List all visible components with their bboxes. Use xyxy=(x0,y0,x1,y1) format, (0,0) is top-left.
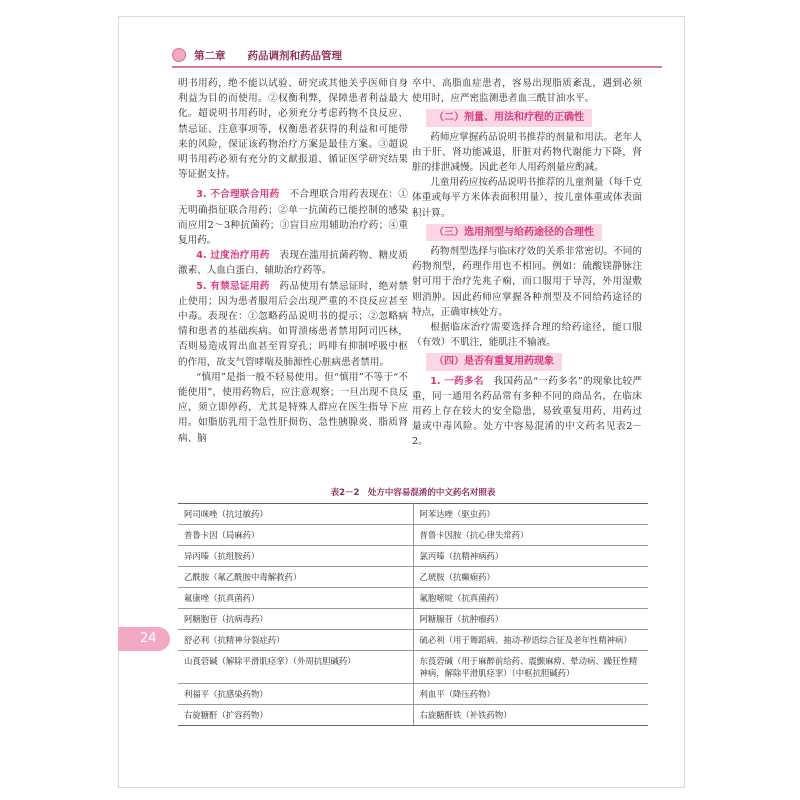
item-heading: 5. 有禁忌证用药 xyxy=(196,280,270,292)
item-text: 表现在滥用抗菌药物、糖皮质激素、人血白蛋白、辅助治疗药等。 xyxy=(178,250,408,277)
paragraph: 药师应掌握药品说明书推荐的剂量和用法。老年人由于肝、肾功能减退，肝脏对药物代谢能力下降，肾脏的排泄减慢。因此老年人用药剂量应酌减。 xyxy=(412,131,642,174)
table-cell: 氟胞嘧啶（抗真菌药） xyxy=(413,588,648,609)
table-cell: 阿糖腺苷（抗肿瘤药） xyxy=(413,609,648,630)
paragraph xyxy=(412,374,642,450)
table-cell: 利福平（抗感染药物） xyxy=(178,684,413,705)
page-number-tab xyxy=(118,627,170,651)
table-cell: 氯丙嗪（抗精神病药） xyxy=(413,546,648,567)
section-heading: （二）剂量、用法和疗程的正确性 xyxy=(426,109,592,126)
right-column xyxy=(412,76,642,450)
table-cell: 舒必利（抗精神分裂症药） xyxy=(178,630,413,651)
running-header xyxy=(172,46,662,64)
paragraph: 明书用药，绝不能以试验、研究或其他关乎医师自身利益为目的而使用。②权衡利弊，保障患者利益最大化。超说明书用药时，必须充分考虑药物不良反应、禁忌证、注意事项等，权衡患者获得的利益和可能带来的风险，保证该药物治疗方案是最佳方案。③超说明书用药必须有充分的文献报道、循证医学研究结果等证据支持。 xyxy=(178,78,408,181)
drug-name-table xyxy=(178,503,648,726)
item-heading: 1. 一药多名 xyxy=(430,375,484,387)
item-text: 不合理联合用药表现在：①无明确指征联合用药；②单一抗菌药已能控制的感染而应用2～3种抗菌药；③盲目应用辅助治疗药；④重复用药。 xyxy=(178,189,408,247)
header-rule xyxy=(172,66,662,68)
table-row xyxy=(178,609,648,630)
table-row xyxy=(178,588,648,609)
table-cell: 普鲁卡因胺（抗心律失常药） xyxy=(413,525,648,546)
table-row xyxy=(178,705,648,726)
table-cell: 乙琥胺（抗癫痫药） xyxy=(413,567,648,588)
table-row xyxy=(178,525,648,546)
table-cell: 普鲁卡因（局麻药） xyxy=(178,525,413,546)
table-cell: 阿苯达唑（驱虫药） xyxy=(413,504,648,525)
paragraph: 根据临床治疗需要选择合理的给药途径，能口服（有效）不肌注，能肌注不输液。 xyxy=(412,322,642,349)
table-row xyxy=(178,684,648,705)
item-text: 我国药品“一药多名”的现象比较严重，同一通用名药品常有多种不同的商品名，在临床用药上存在较大的安全隐患，易致重复用药、用药过量或中毒风险。处方中容易混淆的中文药名见表2－2。 xyxy=(412,375,643,448)
chapter-label: 第二章 xyxy=(194,49,226,62)
paragraph: “慎用”是指一般不轻易使用。但“慎用”不等于“不能使用”，使用药物后，应注意观察；一旦出现不良反应，须立即停药，尤其是特殊人群应在医生指导下应用。如脂肪乳用于急性肝损伤、急性胰腺炎、脂质肾病、脑 xyxy=(178,371,408,444)
section-heading: （三）选用剂型与给药途径的合理性 xyxy=(426,224,602,241)
table-cell: 东莨菪碱（用于麻醉前给药、震颤麻痹、晕动病、躁狂性精神病，解除平滑肌痉挛）（中枢抗胆碱药） xyxy=(413,651,648,684)
paragraph: 儿童用药应按药品说明书推荐的儿童剂量（每千克体重或每平方米体表面积用量），按儿童体重或体表面积计算。 xyxy=(412,177,642,219)
table-cell: 阿司咪唑（抗过敏药） xyxy=(178,504,413,525)
table-cell: 异丙嗪（抗组胺药） xyxy=(178,546,413,567)
section-heading: （四）是否有重复用药现象 xyxy=(426,353,562,370)
item-heading: 4. 过度治疗用药 xyxy=(196,250,270,262)
chapter-title: 药品调剂和药品管理 xyxy=(247,49,342,62)
paragraph xyxy=(178,187,408,248)
page-number: 24 xyxy=(140,631,157,646)
table-caption: 表2－2 处方中容易混淆的中文药名对照表 xyxy=(330,488,496,498)
table-cell: 利血平（降压药物） xyxy=(413,684,648,705)
table-cell: 山莨菪碱（解除平滑肌痉挛）（外周抗胆碱药） xyxy=(178,651,413,684)
table-row xyxy=(178,651,648,684)
table-cell: 阿糖胞苷（抗病毒药） xyxy=(178,609,413,630)
left-column xyxy=(178,76,408,446)
item-text: 药品使用有禁忌证时，绝对禁止使用；因为患者服用后会出现严重的不良反应甚至中毒。表现在：①忽略药品说明书的提示；②忽略病情和患者的基础疾病。如胃溃疡患者禁用阿司匹林，否则易造成胃出血甚至胃穿孔；吗啡有抑制呼吸中枢的作用，故支气管哮喘及肺源性心脏病患者禁用。 xyxy=(178,280,408,368)
table-row xyxy=(178,504,648,525)
paragraph xyxy=(178,279,408,370)
paragraph: 药物剂型选择与临床疗效的关系非常密切。不同的药物剂型，药理作用也不相同。例如：硫酸镁静脉注射可用于治疗先兆子痫，而口服用于导泻，外用湿敷则消肿。因此药师应掌握各种剂型及不同给药途径的特点，正确审核处方。 xyxy=(412,246,642,318)
table-cell: 乙酰胺（氟乙酰胺中毒解救药） xyxy=(178,567,413,588)
table-row xyxy=(178,567,648,588)
table-cell: 右旋糖酐铁（补铁药物） xyxy=(413,705,648,726)
paragraph: 卒中、高脂血症患者，容易出现脂质紊乱，遇到必须使用时，应严密监测患者血三酰甘油水平。 xyxy=(412,78,642,105)
item-heading: 3. 不合理联合用药 xyxy=(196,189,280,201)
table-cell: 氟康唑（抗真菌药） xyxy=(178,588,413,609)
table-row xyxy=(178,546,648,567)
table-cell: 硫必利（用于舞蹈病、抽动-秽语综合征及老年性精神病） xyxy=(413,630,648,651)
table-row xyxy=(178,630,648,651)
book-logo-icon xyxy=(172,48,186,62)
paragraph xyxy=(178,248,408,278)
table-cell: 右旋糖酐（扩容药物） xyxy=(178,705,413,726)
